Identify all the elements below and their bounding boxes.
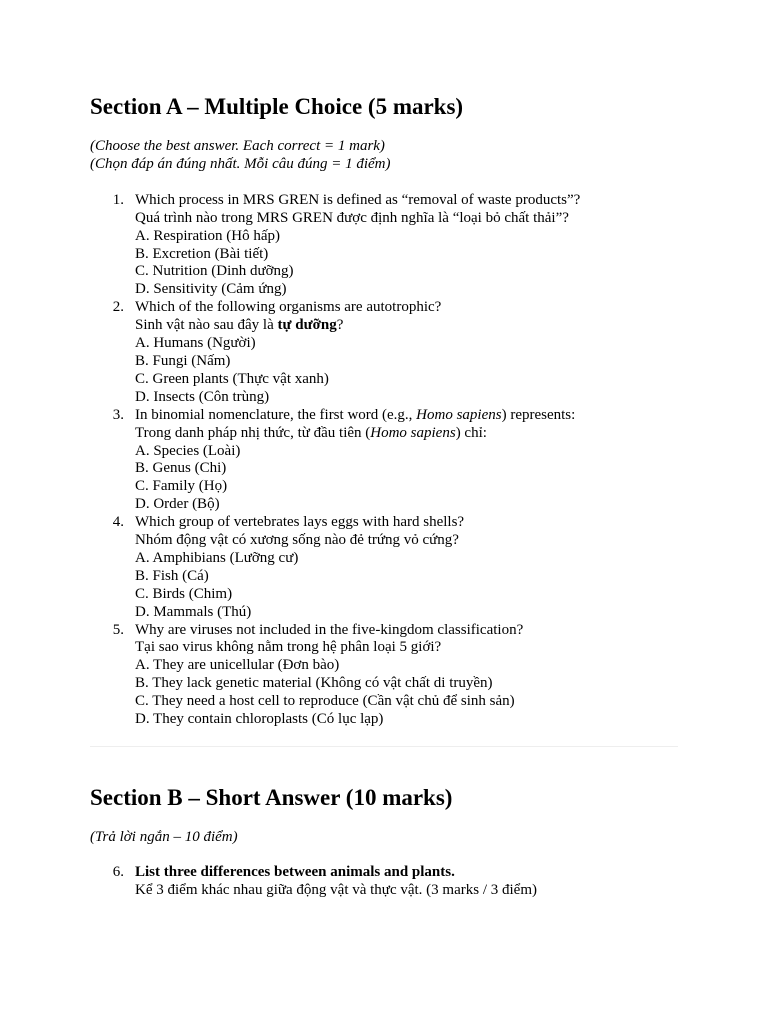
question-number: 1. [112, 191, 124, 208]
question-text-vi-end: ? [336, 317, 344, 334]
question-text-vi-start: Sinh vật nào sau đây là [135, 317, 278, 334]
question-1 [90, 192, 678, 299]
section-a-question-list [90, 192, 678, 729]
section-b-title: Section B – Short Answer (10 marks) [90, 785, 453, 810]
question-text-vi: Kể 3 điểm khác nhau giữa động vật và thực vật. (3 marks / 3 điểm) [135, 881, 537, 898]
answer-option: D. Mammals (Thú) [135, 603, 252, 620]
answer-option: D. Sensitivity (Cảm ứng) [135, 281, 287, 298]
section-a-instructions-vi: (Chọn đáp án đúng nhất. Mỗi câu đúng = 1 điểm) [90, 155, 391, 172]
question-2 [90, 299, 678, 406]
answer-option: D. Insects (Côn trùng) [135, 388, 270, 405]
question-text-vi [135, 425, 678, 443]
answer-option: B. Fungi (Nấm) [135, 352, 231, 369]
question-text-vi-emphasis: tự dưỡng [277, 317, 337, 334]
question-text-en: Which group of vertebrates lays eggs with hard shells? [135, 514, 465, 531]
question-number: 3. [112, 406, 124, 423]
question-text-en: Which of the following organisms are autotrophic? [135, 299, 442, 316]
question-text-en: Why are viruses not included in the five-kingdom classification? [135, 621, 524, 638]
answer-option: C. Green plants (Thực vật xanh) [135, 370, 329, 387]
question-6 [90, 864, 678, 900]
question-4 [90, 514, 678, 621]
question-text-vi: Tại sao virus không nằm trong hệ phân loại 5 giới? [135, 639, 442, 656]
answer-option: C. Nutrition (Dinh dưỡng) [135, 263, 294, 280]
section-a-title: Section A – Multiple Choice (5 marks) [90, 94, 464, 119]
answer-option: C. Family (Họ) [135, 478, 228, 495]
question-text-en-italic: Homo sapiens [416, 406, 502, 423]
section-b-instructions: (Trả lời ngắn – 10 điểm) [90, 829, 238, 845]
answer-option: B. Genus (Chi) [135, 460, 227, 477]
question-text-en: Which process in MRS GREN is defined as “removal of waste products”? [135, 191, 581, 208]
section-a-instructions [90, 138, 678, 174]
answer-option: A. They are unicellular (Đơn bào) [135, 657, 340, 674]
answer-option: A. Amphibians (Lưỡng cư) [135, 549, 299, 566]
question-number: 2. [112, 299, 124, 316]
answer-option: A. Species (Loài) [135, 442, 241, 459]
section-b-question-list [90, 864, 678, 900]
section-divider [90, 746, 678, 747]
question-3 [90, 407, 678, 514]
question-text-vi-end: ) chỉ: [455, 424, 487, 441]
question-text-vi-italic: Homo sapiens [370, 424, 456, 441]
answer-option: B. Fish (Cá) [135, 567, 209, 584]
question-text-vi: Quá trình nào trong MRS GREN được định nghĩa là “loại bỏ chất thải”? [135, 209, 569, 226]
answer-option: B. They lack genetic material (Không có vật chất di truyền) [135, 675, 493, 692]
question-text-en-end: ) represents: [501, 406, 576, 423]
answer-option: A. Respiration (Hô hấp) [135, 227, 280, 244]
question-text-vi: Nhóm động vật có xương sống nào đẻ trứng vỏ cứng? [135, 532, 459, 549]
answer-option: C. Birds (Chim) [135, 585, 233, 602]
question-text-en-start: In binomial nomenclature, the first word (e.g., [135, 406, 417, 423]
question-text-vi-start: Trong danh pháp nhị thức, từ đầu tiên ( [135, 424, 371, 441]
question-text-en [135, 407, 678, 425]
question-number: 6. [112, 863, 124, 880]
question-text-vi [135, 317, 678, 335]
answer-option: A. Humans (Người) [135, 335, 256, 352]
answer-option: D. They contain chloroplasts (Có lục lạp) [135, 711, 384, 728]
question-number: 5. [112, 621, 124, 638]
answer-option: C. They need a host cell to reproduce (Cần vật chủ để sinh sản) [135, 693, 515, 710]
question-5 [90, 622, 678, 729]
section-a-instructions-en: (Choose the best answer. Each correct = 1 mark) [90, 138, 385, 154]
question-text-en: List three differences between animals and plants. [135, 863, 455, 880]
answer-option: B. Excretion (Bài tiết) [135, 245, 269, 262]
question-number: 4. [112, 514, 124, 531]
answer-option: D. Order (Bộ) [135, 496, 220, 513]
